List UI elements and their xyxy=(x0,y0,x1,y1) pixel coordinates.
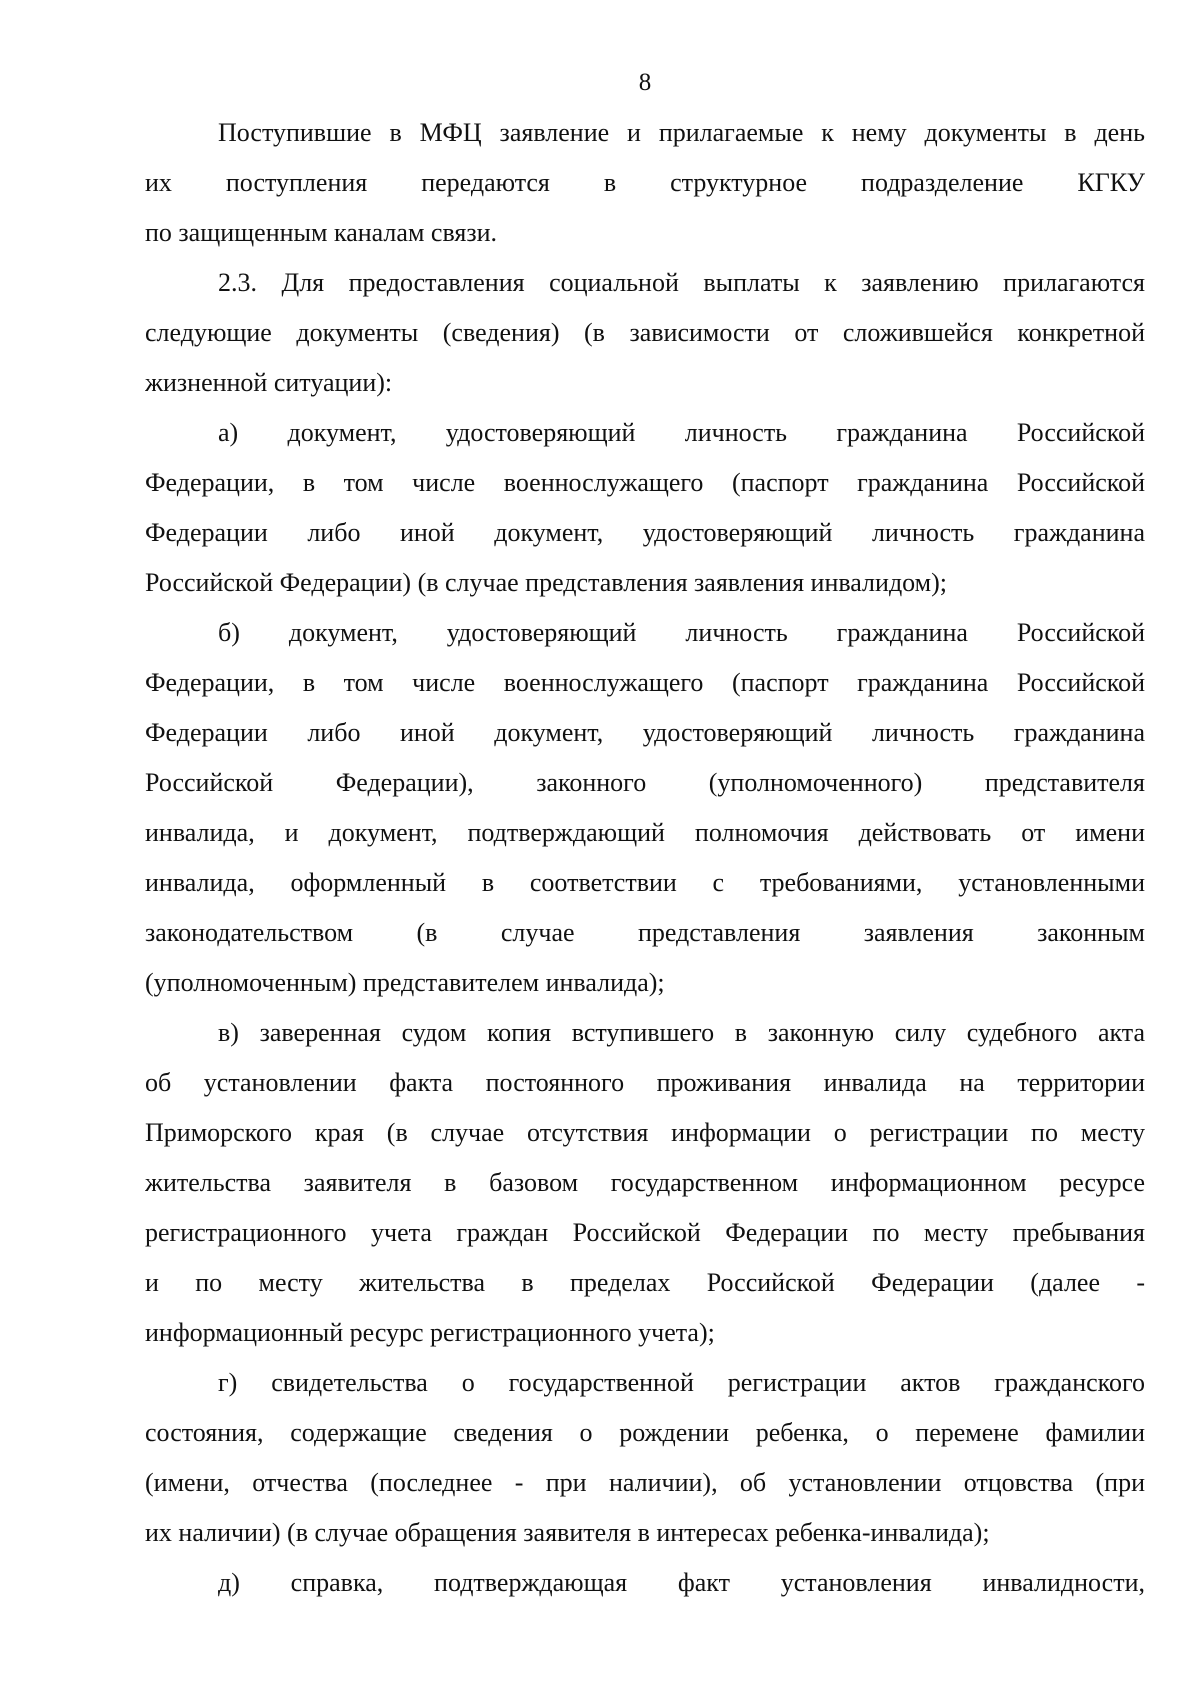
text-line: Федерации либо иной документ, удостоверяющий личность гражданина xyxy=(145,718,1145,747)
text-line: инвалида, и документ, подтверждающий полномочия действовать от имени xyxy=(145,818,1145,847)
text-line: д) справка, подтверждающая факт установления инвалидности, xyxy=(218,1568,1145,1597)
text-line: а) документ, удостоверяющий личность гражданина Российской xyxy=(218,418,1145,447)
text-line: в) заверенная судом копия вступившего в законную силу судебного акта xyxy=(218,1018,1145,1047)
text-line: Федерации либо иной документ, удостоверяющий личность гражданина xyxy=(145,518,1145,547)
text-line: Приморского края (в случае отсутствия информации о регистрации по месту xyxy=(145,1118,1145,1147)
text-line: Федерации, в том числе военнослужащего (паспорт гражданина Российской xyxy=(145,468,1145,497)
text-line: и по месту жительства в пределах Российской Федерации (далее - xyxy=(145,1268,1145,1297)
text-line: их поступления передаются в структурное подразделение КГКУ xyxy=(145,168,1145,197)
text-line: г) свидетельства о государственной регистрации актов гражданского xyxy=(218,1368,1145,1397)
text-line: законодательством (в случае представления заявления законным xyxy=(145,918,1145,947)
text-line: Российской Федерации), законного (уполномоченного) представителя xyxy=(145,768,1145,797)
text-line: жительства заявителя в базовом государственном информационном ресурсе xyxy=(145,1168,1145,1197)
text-line: жизненной ситуации): xyxy=(145,368,393,397)
text-line: Федерации, в том числе военнослужащего (паспорт гражданина Российской xyxy=(145,668,1145,697)
text-line: Поступившие в МФЦ заявление и прилагаемые к нему документы в день xyxy=(218,118,1145,147)
text-line: регистрационного учета граждан Российской Федерации по месту пребывания xyxy=(145,1218,1145,1247)
text-line: следующие документы (сведения) (в зависимости от сложившейся конкретной xyxy=(145,318,1145,347)
text-line: их наличии) (в случае обращения заявителя в интересах ребенка-инвалида); xyxy=(145,1518,990,1547)
document-body xyxy=(145,108,1145,1608)
text-line: (уполномоченным) представителем инвалида); xyxy=(145,968,665,997)
text-line: инвалида, оформленный в соответствии с требованиями, установленными xyxy=(145,868,1145,897)
text-line: (имени, отчества (последнее - при наличии), об установлении отцовства (при xyxy=(145,1468,1145,1497)
text-line: информационный ресурс регистрационного учета); xyxy=(145,1318,715,1347)
page-number: 8 xyxy=(638,69,652,96)
text-line: б) документ, удостоверяющий личность гражданина Российской xyxy=(218,618,1145,647)
text-line: об установлении факта постоянного проживания инвалида на территории xyxy=(145,1068,1145,1097)
text-line: по защищенным каналам связи. xyxy=(145,218,498,247)
text-line: 2.3. Для предоставления социальной выплаты к заявлению прилагаются xyxy=(218,268,1145,297)
text-line: Российской Федерации) (в случае представления заявления инвалидом); xyxy=(145,568,948,597)
text-line: состояния, содержащие сведения о рождении ребенка, о перемене фамилии xyxy=(145,1418,1145,1447)
